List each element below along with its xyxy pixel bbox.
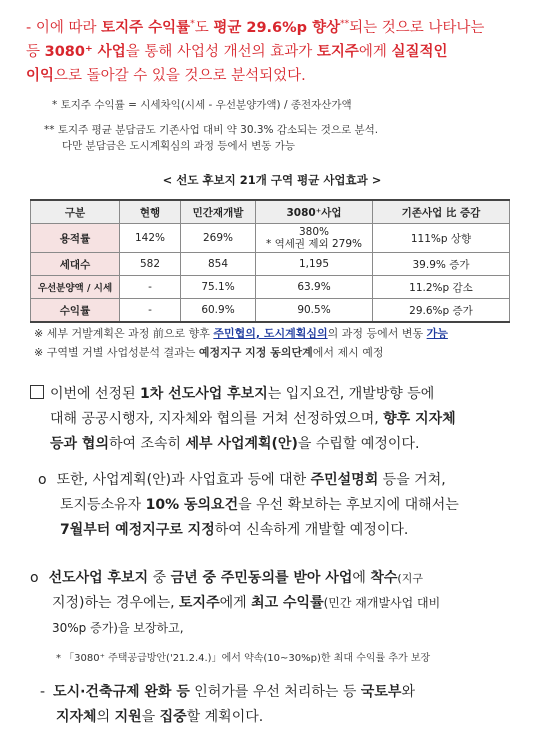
text: (민간 재개발사업 대비 — [323, 596, 441, 610]
cell: 11.2%p 감소 — [373, 276, 510, 299]
text: (지구 — [397, 572, 423, 585]
cell: 39.9% 증가 — [373, 253, 510, 276]
header-private: 민간재개발 — [181, 200, 256, 224]
cell: 63.9% — [256, 276, 373, 299]
text: 을 우선 확보하는 후보지에 대해서는 — [238, 497, 459, 513]
text: 등 — [26, 43, 45, 60]
text: 의 과정 등에서 변동 — [327, 327, 427, 340]
highlight: 등과 협의 — [50, 436, 109, 452]
highlight: 1차 선도사업 후보지 — [140, 386, 268, 402]
text: 으로 돌아갈 수 있을 것으로 분석되었다. — [54, 67, 306, 84]
intro-line-2 — [26, 40, 516, 64]
text: 30%p 증가)을 보장하고, — [52, 621, 184, 635]
text: 하여 조속히 — [108, 436, 186, 452]
highlight: 집중 — [159, 709, 187, 725]
row-label: 세대수 — [31, 253, 120, 276]
text: 할 계획이다. — [186, 709, 264, 725]
text: 토지등소유자 — [60, 497, 146, 513]
footnote-mark: ** — [340, 19, 350, 29]
note-1: * 토지주 수익률 = 시세차익(시세 - 우선분양가액) / 종전자산가액 — [52, 99, 352, 111]
highlight: 국토부 — [360, 684, 402, 700]
text: 또한, 사업계획(안)과 사업효과 등에 대한 — [56, 472, 311, 488]
note-2: ** 토지주 평균 분담금도 기존사업 대비 약 30.3% 감소되는 것으로 분석. — [44, 124, 379, 136]
text: 중 — [148, 570, 171, 586]
table-row — [31, 276, 510, 299]
text: 을 — [141, 709, 160, 725]
text: 이번에 선정된 — [50, 386, 141, 402]
paragraph-4 — [40, 680, 520, 730]
cell: 582 — [120, 253, 181, 276]
paragraph-2 — [38, 468, 518, 543]
intro-line-1 — [26, 12, 516, 40]
header-change: 기존사업 比 증감 — [373, 200, 510, 224]
bullet: o — [30, 570, 39, 586]
table-row — [31, 224, 510, 253]
highlight: 세부 사업계획(안) — [185, 436, 298, 452]
landowner-term: 토지주 — [316, 43, 359, 60]
text: 등을 거쳐, — [378, 472, 446, 488]
highlight: 도시·건축규제 완화 등 — [53, 684, 190, 700]
table-row — [31, 253, 510, 276]
text: 대해 공공시행자, 지자체와 협의를 거쳐 선정하였으며, — [50, 411, 384, 427]
landowner-return-term: 토지주 수익률 — [101, 19, 191, 36]
text: 되는 것으로 나타나는 — [349, 19, 485, 36]
row-label: 수익률 — [31, 299, 120, 323]
header-current: 현행 — [120, 200, 181, 224]
text: 에게 — [358, 43, 392, 60]
highlight: 토지주 — [179, 595, 220, 611]
footnote-highlight: 주민협의, 도시계획심의 — [213, 327, 328, 340]
footnote-highlight: 예정지구 지정 동의단계 — [198, 346, 313, 359]
footnote-mark: * — [190, 19, 195, 29]
note-3: 다만 분담금은 도시계획심의 과정 등에서 변동 가능 — [62, 140, 296, 152]
highlight: 향후 지자체 — [383, 411, 456, 427]
highlight: 지자체 — [56, 709, 97, 725]
text: 이에 따라 — [35, 19, 102, 36]
cell: 854 — [181, 253, 256, 276]
text: ※ 구역별 거별 사업성분석 결과는 — [34, 346, 199, 359]
text: 을 수립할 예정이다. — [297, 436, 420, 452]
practical-term: 실질적인 — [391, 43, 448, 60]
text: 와 — [401, 684, 415, 700]
results-table — [30, 199, 510, 323]
program-term: 3080⁺ 사업 — [44, 43, 126, 60]
cell: 269% — [181, 224, 256, 253]
footnote-2 — [34, 345, 384, 360]
cell — [256, 224, 373, 253]
intro-paragraph — [26, 12, 516, 88]
checkbox-square-icon — [30, 385, 44, 399]
text: 하여 신속하게 개발할 예정이다. — [214, 522, 409, 538]
intro-line-3 — [26, 64, 516, 88]
highlight: 금년 중 주민동의를 받아 사업 — [170, 570, 353, 586]
cell: 90.5% — [256, 299, 373, 323]
text: 인허가를 우선 처리하는 등 — [189, 684, 361, 700]
cell-main: 380% — [298, 226, 330, 238]
profit-term: 이익 — [26, 67, 55, 84]
cell: 142% — [120, 224, 181, 253]
highlight: 주민설명회 — [310, 472, 379, 488]
text: 에 — [352, 570, 371, 586]
cell: 111%p 상향 — [373, 224, 510, 253]
text: 을 통해 사업성 개선의 효과가 — [125, 43, 317, 60]
avg-increase-term: 평균 29.6%p 향상 — [213, 19, 341, 36]
table-row — [31, 299, 510, 323]
footnote-highlight: 가능 — [426, 327, 448, 340]
paragraph-3 — [30, 566, 520, 641]
text: 는 입지요건, 개발방향 등에 — [267, 386, 435, 402]
highlight: 선도사업 후보지 — [48, 570, 149, 586]
highlight: 최고 수익률 — [251, 595, 324, 611]
paragraph-1 — [30, 382, 520, 457]
text: ※ 세부 거발계획은 과정 前으로 향후 — [34, 327, 214, 340]
text: 에게 — [219, 595, 252, 611]
cell-sub: * 역세권 제외 279% — [266, 238, 362, 250]
text: 의 — [96, 709, 115, 725]
cell: 1,195 — [256, 253, 373, 276]
table-caption: < 선도 후보지 21개 구역 평균 사업효과 > — [162, 173, 382, 187]
footnote-1 — [34, 326, 448, 341]
row-label: 우선분양액 / 시세 — [31, 276, 120, 299]
text: 도 — [194, 19, 214, 36]
text: 지정)하는 경우에는, — [52, 595, 180, 611]
dash: - — [26, 19, 32, 36]
cell: 29.6%p 증가 — [373, 299, 510, 323]
cell: 75.1% — [181, 276, 256, 299]
cell: - — [120, 276, 181, 299]
cell: - — [120, 299, 181, 323]
bullet: o — [38, 472, 47, 488]
header-category: 구분 — [31, 200, 120, 224]
row-label: 용적률 — [31, 224, 120, 253]
highlight: 7월부터 예정지구로 지정 — [60, 522, 215, 538]
dash: - — [40, 684, 46, 700]
p3-note: * 「3080⁺ 주택공급방안('21.2.4.)」에서 약속(10~30%p)한 최대 수익률 추가 보장 — [56, 653, 431, 664]
highlight: 지원 — [114, 709, 142, 725]
text: 에서 제시 예정 — [312, 346, 384, 359]
highlight: 10% 동의요건 — [145, 497, 239, 513]
header-3080: 3080⁺사업 — [256, 200, 373, 224]
cell: 60.9% — [181, 299, 256, 323]
table-header-row — [31, 200, 510, 224]
highlight: 착수 — [370, 570, 398, 586]
